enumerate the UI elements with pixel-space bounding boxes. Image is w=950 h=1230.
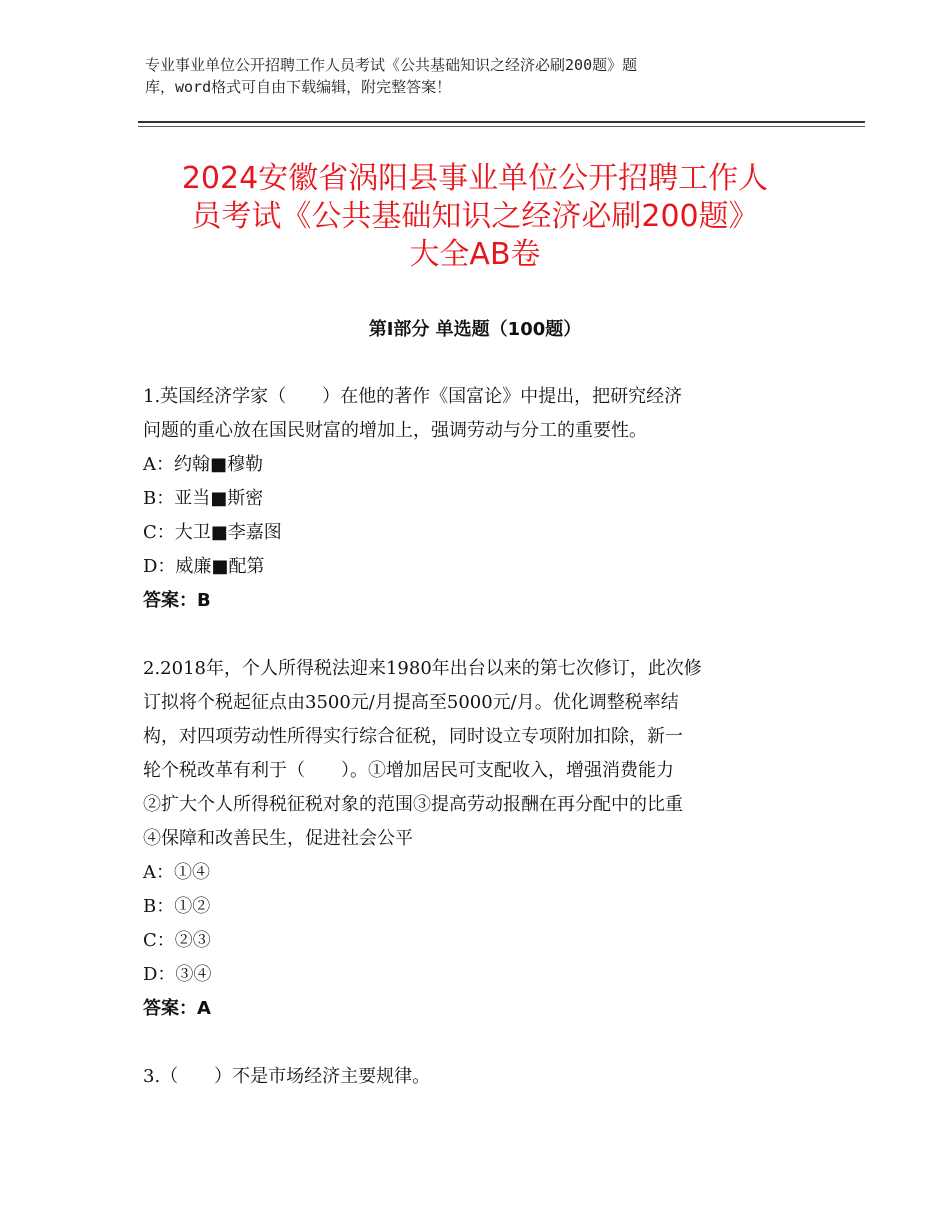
option-b: B：亚当■斯密 <box>143 488 264 509</box>
question-stem-line: 问题的重心放在国民财富的增加上，强调劳动与分工的重要性。 <box>143 420 647 441</box>
answer: 答案：A <box>143 998 211 1019</box>
header-note-line: 库，word格式可自由下载编辑，附完整答案！ <box>145 78 452 96</box>
title-line: 2024安徽省涡阳县事业单位公开招聘工作人 <box>181 161 769 196</box>
question-1 <box>143 380 813 618</box>
option-b: B：①② <box>143 896 211 917</box>
option-d: D：③④ <box>143 964 212 985</box>
option-c: C：大卫■李嘉图 <box>143 522 282 543</box>
question-stem-line: 3.（ ）不是市场经济主要规律。 <box>143 1066 431 1087</box>
question-2 <box>143 652 813 1026</box>
question-stem-line: 1.英国经济学家（ ）在他的著作《国富论》中提出，把研究经济 <box>143 386 683 407</box>
question-stem-line: ②扩大个人所得税征税对象的范围③提高劳动报酬在再分配中的比重 <box>143 794 683 815</box>
question-stem-line: 构，对四项劳动性所得实行综合征税，同时设立专项附加扣除，新一 <box>143 726 683 747</box>
option-c: C：②③ <box>143 930 211 951</box>
question-3 <box>143 1060 813 1094</box>
header-note-line: 专业事业单位公开招聘工作人员考试《公共基础知识之经济必刷200题》题 <box>145 56 638 74</box>
answer: 答案：B <box>143 590 211 611</box>
option-a: A：①④ <box>143 862 210 883</box>
title-line: 员考试《公共基础知识之经济必刷200题》 <box>191 199 759 234</box>
question-stem-line: 2.2018年，个人所得税法迎来1980年出台以来的第七次修订，此次修 <box>143 658 702 679</box>
question-stem-line: 订拟将个税起征点由3500元/月提高至5000元/月。优化调整税率结 <box>143 692 679 713</box>
option-d: D：威廉■配第 <box>143 556 265 577</box>
option-a: A：约翰■穆勒 <box>143 454 264 475</box>
question-stem-line: 轮个税改革有利于（ ）。①增加居民可支配收入，增强消费能力 <box>143 760 674 781</box>
header-divider <box>138 121 865 123</box>
header-note <box>145 54 805 98</box>
document-title <box>120 160 830 274</box>
question-stem-line: ④保障和改善民生，促进社会公平 <box>143 828 413 849</box>
header-divider-thin <box>138 126 865 127</box>
title-line: 大全AB卷 <box>409 237 541 272</box>
section-heading: 第Ⅰ部分 单选题（100题） <box>368 319 582 340</box>
